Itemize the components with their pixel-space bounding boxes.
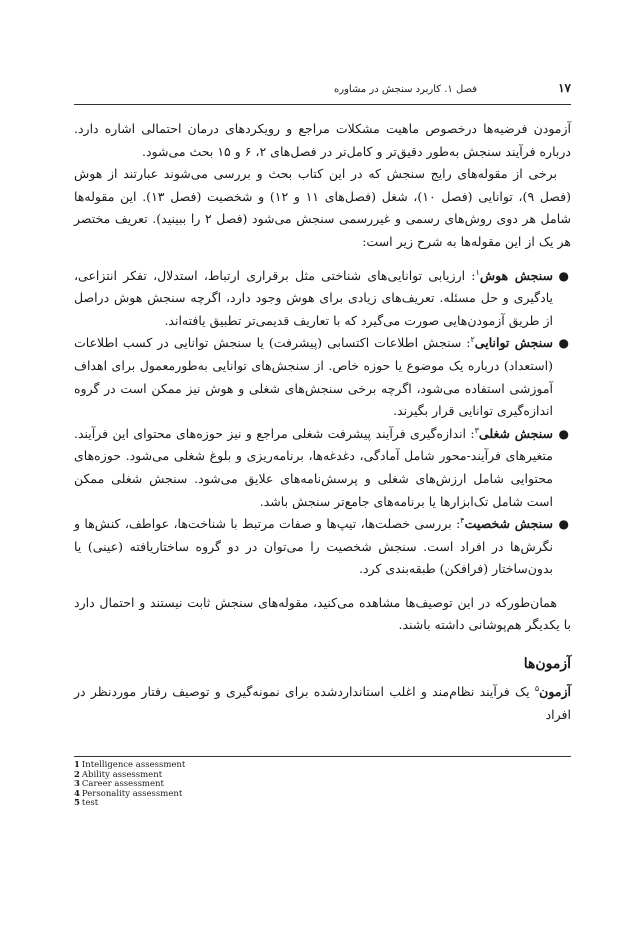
list-item-personality <box>74 513 571 581</box>
running-header <box>74 80 571 105</box>
definition-test: یک فرآیند نظام‌مند و اغلب استانداردشده برای نمونه‌گیری و توصیف رفتار موردنظر در افراد <box>74 684 571 722</box>
definition-intelligence: : ارزیابی توانایی‌های شناختی مثل برقراری ارتباط، استدلال، تفکر انتزاعی، یادگیری و حل مسئله. تعریف‌های زیادی برای هوش وجود دارد، اگرچه سنجش هوش دراصل از طریق آزمودن‌هایی صورت می‌گیرد که با تعاریف قدیمی‌تر تطبیق یافته‌اند. <box>74 267 553 328</box>
footnote-ref-3: ۳ <box>474 425 479 435</box>
footnote-1: 1 Intelligence assessment <box>74 760 186 770</box>
assessment-categories-list <box>74 265 571 581</box>
chapter-title: فصل ۱. کاربرد سنجش در مشاوره <box>334 84 477 95</box>
footnote-3: 3 Career assessment <box>74 779 164 790</box>
footnote-2: 2 Ability assessment <box>74 769 163 780</box>
definition-ability: : سنجش اطلاعات اکتسابی (پیشرفت) یا سنجش توانایی در کسب اطلاعات (استعداد) درباره یک موضوع یا حوزه خاص. از سنجش‌های توانایی به‌طورمعمول برای اهداف آموزشی استفاده می‌شود، اگرچه برخی سنجش‌های شغلی و هوش نیز ممکن است در گروه اندازه‌گیری توانایی قرار بگیرند. <box>74 335 553 419</box>
term-personality: سنجش شخصیت <box>464 516 553 532</box>
list-item-career <box>74 423 571 513</box>
section-heading: آزمون‌ها <box>523 656 571 673</box>
main-text <box>74 118 571 726</box>
footnote-5: 5 test <box>74 798 99 809</box>
spacer <box>74 581 571 592</box>
definition-career: : اندازه‌گیری فرآیند پیشرفت شغلی مراجع و نیز حوزه‌های محتوای این فرآیند. متغیرهای فرآیند-محور شامل آمادگی، دغدغه‌ها، برنامه‌ریزی و بلوغ شغلی می‌شود. حوزه‌های محتوایی شامل ارزش‌های شغلی و پرسش‌نامه‌های علایق می‌شود. سنجش شغلی ممکن است شامل تک‌ابزارها یا برنامه‌های جامع‌تر سنجش باشد. <box>74 425 553 509</box>
bullet-icon: ● <box>558 426 569 441</box>
footnote-ref-2: ۲ <box>470 335 475 345</box>
bullet-icon: ● <box>558 336 569 351</box>
term-intelligence: سنجش هوش <box>479 267 553 283</box>
footnote-4: 4 Personality assessment <box>74 788 183 799</box>
paragraph-1: آزمودن فرضیه‌ها درخصوص ماهیت مشکلات مراجع و رویکردهای درمان احتمالی اشاره دارد. درباره فرآیند سنجش به‌طور دقیق‌تر و کامل‌تر در فصل‌های ۲، ۶ و ۱۵ بحث می‌شود. <box>74 121 571 159</box>
list-item-intelligence <box>74 265 571 333</box>
paragraph-2: برخی از مقوله‌های رایج سنجش که در این کتاب بحث و بررسی می‌شوند عبارتند از هوش (فصل ۹)، توانایی (فصل ۱۰)، شغل (فصل‌های ۱۱ و ۱۲) و شخصیت (فصل ۱۳). این مقوله‌ها شامل هر دوی روش‌های رسمی و غیررسمی سنجش می‌شود (فصل ۲ را ببینید). تعریف مختصر هر یک از این مقوله‌ها به شرح زیر است: <box>74 166 571 249</box>
closing-paragraph: همان‌طورکه در این توصیف‌ها مشاهده می‌کنید، مقوله‌های سنجش ثابت نیستند و احتمال دارد با یکدیگر هم‌پوشانی داشته باشند. <box>74 594 571 633</box>
page-number: ۱۷ <box>558 81 571 95</box>
footnotes <box>74 761 185 809</box>
definition-personality: : بررسی خصلت‌ها، تیپ‌ها و صفات مرتبط با شناخت‌ها، عواطف، کنش‌ها و نگرش‌ها در افراد است. سنجش شخصیت را می‌توان در دو گروه ساختاریافته (عینی) یا بدون‌ساختار (فرافکن) طبقه‌بندی کرد. <box>74 516 553 577</box>
term-test: آزمون <box>539 684 571 700</box>
test-definition-paragraph <box>74 681 571 726</box>
footnote-ref-4: ۴ <box>460 515 465 525</box>
footnote-divider <box>74 756 571 757</box>
footnote-ref-5: ۵ <box>534 683 540 693</box>
list-item-ability <box>74 332 571 422</box>
spacer <box>74 254 571 265</box>
bullet-icon: ● <box>558 268 569 283</box>
term-ability: سنجش توانایی <box>474 335 553 351</box>
bullet-icon: ● <box>558 517 569 532</box>
footnote-ref-1: ۱ <box>475 267 480 277</box>
term-career: سنجش شغلی <box>478 425 553 441</box>
